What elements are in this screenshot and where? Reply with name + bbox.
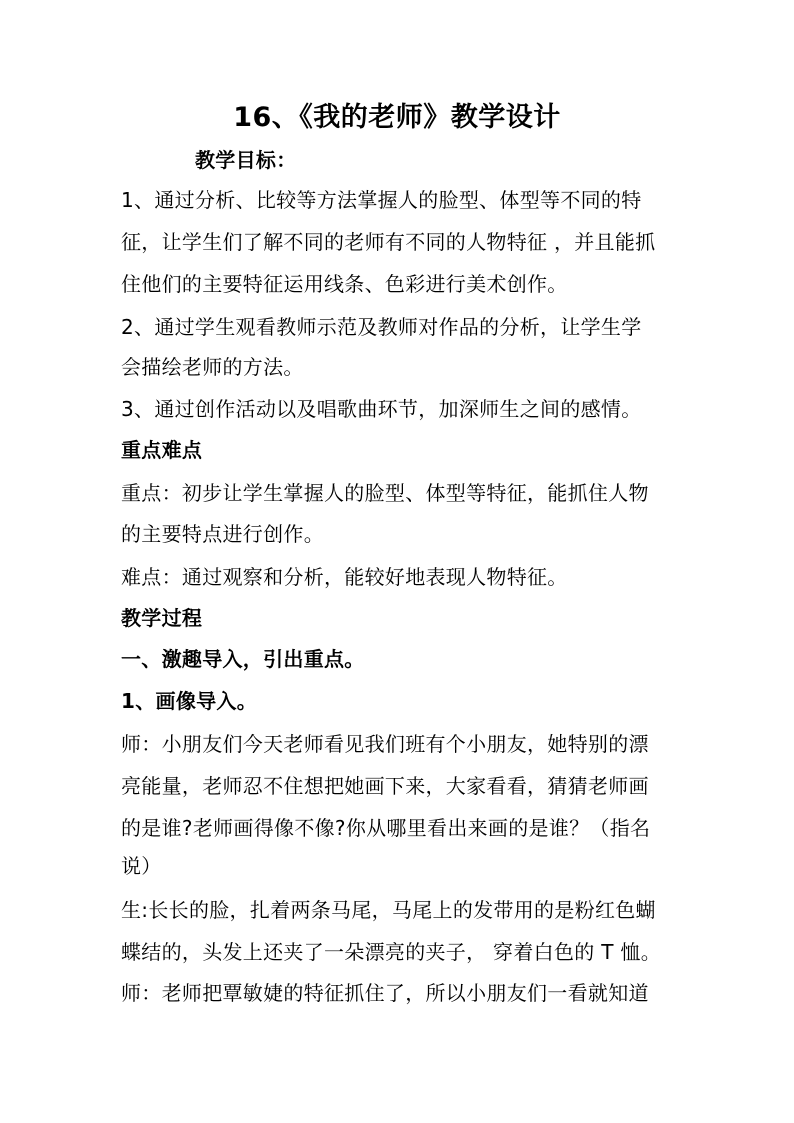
objective-line: 住他们的主要特征运用线条、色彩进行美术创作。 [121, 272, 568, 296]
document-title: 16、《我的老师》教学设计 [233, 102, 561, 133]
key-point-line: 的主要特点进行创作。 [121, 522, 324, 546]
process-heading: 教学过程 [121, 606, 203, 630]
objective-line: 1、通过分析、比较等方法掌握人的脸型、体型等不同的特 [121, 188, 642, 212]
objective-line: 征，让学生们了解不同的老师有不同的人物特征 ，并且能抓 [121, 230, 656, 254]
dialogue-line: 师：老师把覃敏婕的特征抓住了，所以小朋友们一看就知道 [121, 981, 649, 1005]
dialogue-line: 生:长长的脸，扎着两条马尾，马尾上的发带用的是粉红色蝴 [121, 898, 656, 922]
dialogue-line: 蝶结的，头发上还夹了一朵漂亮的夹子， 穿着白色的 T 恤。 [121, 940, 661, 964]
dialogue-line: 说） [121, 854, 162, 878]
dialogue-line: 师：小朋友们今天老师看见我们班有个小朋友，她特别的漂 [121, 732, 649, 756]
dialogue-line: 亮能量，老师忍不住想把她画下来，大家看看，猜猜老师画 [121, 774, 649, 798]
objective-line: 会描绘老师的方法。 [121, 355, 304, 379]
step-heading: 1、画像导入。 [121, 689, 258, 713]
section-heading: 一、激趣导入，引出重点。 [121, 647, 365, 671]
objectives-heading: 教学目标： [195, 148, 297, 172]
key-points-heading: 重点难点 [121, 438, 203, 462]
objective-line: 3、通过创作活动以及唱歌曲环节，加深师生之间的感情。 [121, 397, 642, 421]
key-point-line: 重点：初步让学生掌握人的脸型、体型等特征，能抓住人物 [121, 481, 649, 505]
dialogue-line: 的是谁?老师画得像不像?你从哪里看出来画的是谁？（指名 [121, 816, 651, 840]
objective-line: 2、通过学生观看教师示范及教师对作品的分析，让学生学 [121, 315, 642, 339]
key-point-line: 难点：通过观察和分析，能较好地表现人物特征。 [121, 565, 568, 589]
